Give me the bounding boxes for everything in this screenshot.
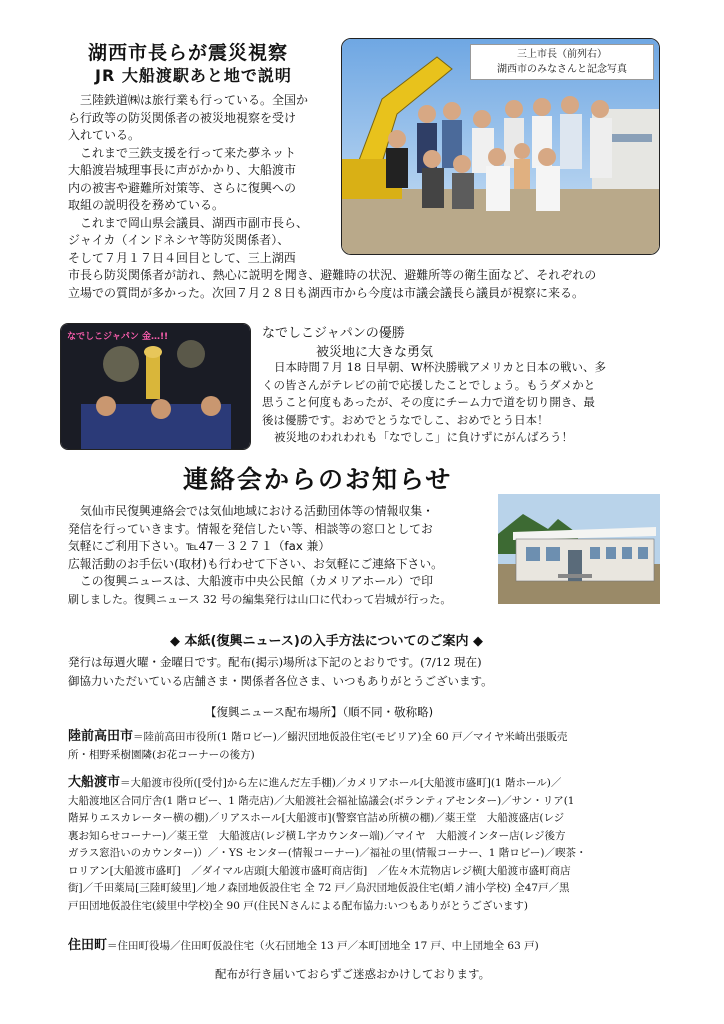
rikuzen-label: 陸前高田市	[68, 729, 134, 744]
dist-line: ロリアン[大船渡市盛町] ／ダイマル店頭[大船渡市盛町商店街] ／佐々木荒物店レジ横[大船渡市盛町商店	[68, 864, 571, 877]
notice-line: 気軽にご利用下さい。℡47－３２７１（fax 兼）	[68, 539, 331, 553]
notice-line: 広報活動のお手伝い(取材)も行わせて下さい、お気軽にご連絡下さい。	[68, 556, 443, 571]
ofunato-label: 大船渡市	[68, 775, 121, 790]
article2-line: くの皆さんがテレビの前で応援したことでしょう。もうダメかと	[262, 377, 596, 392]
article1-line: 市長ら防災関係者が訪れ、熱心に説明を聞き、避難時の状況、避難所等の衛生面など、それぞれの	[68, 268, 597, 282]
article1-line: 大船渡岩城理事長に声がかかり、大船渡市	[68, 163, 297, 177]
article1-line: ジャイカ（インドネシヤ等防災関係者）、	[68, 233, 290, 247]
notice-line: 刷しました。復興ニュース 32 号の編集発行は山口に代わって岩城が行った。	[68, 592, 452, 606]
distribution-ofunato	[68, 774, 668, 915]
article1-line: 三陸鉄道㈱は旅行業も行っている。全国か	[80, 93, 309, 107]
article2-line: 後は優勝です。おめでとうなでしこ、おめでとう日本！	[262, 412, 549, 427]
dist-text: ＝住田町役場／住田町仮設住宅（火石団地全 13 戸／本町団地全 17 戸、中上団地全 63 戸)	[107, 940, 539, 952]
notice-photo	[498, 494, 660, 604]
article1-line: 取組の説明役を務めている。	[68, 198, 225, 212]
article2-body	[262, 359, 672, 447]
notice-title: 連絡会からのお知らせ	[183, 465, 453, 494]
dist-line: 所・相野釆樹園隣(お花コーナーの後方)	[68, 748, 255, 761]
dist-line: 階昇りエスカレーター横の棚)／リアスホール[大船渡市](警察官詰め所横の棚)／薬王堂 大船渡盛店(レジ	[68, 812, 565, 824]
distribution-list-heading: 【復興ニュース配布場所】（順不同・敬称略)	[205, 705, 434, 719]
article1-line: これまで岡山県会議員、湖西市副市長ら、	[80, 215, 309, 230]
howto-heading: ◆ 本紙(復興ニュース)の入手方法についてのご案内 ◆	[170, 634, 484, 649]
dist-text: ＝陸前高田市役所(1 階ロビー)／鰯沢団地仮設住宅(モビリア)全 60 戸／マイヤ米崎出張販売	[133, 731, 568, 743]
article2-line: 日本時間７月 18 日早朝、W杯決勝戦アメリカと日本の戦い、多	[274, 360, 606, 374]
distribution-sumita	[68, 937, 668, 956]
article1-line: 内の被害や避難所対策等、さらに復興への	[68, 180, 297, 195]
article2-line: 思うこと何度もあったが、その度にチーム力で道を切り開き、最	[262, 395, 595, 409]
distribution-rikuzen	[68, 728, 668, 764]
article1-title: 湖西市長らが震災視察	[88, 42, 289, 64]
article1-line: ら行政等の防災関係者の被災地視察を受け	[68, 110, 297, 125]
dist-line: 大船渡地区合同庁舎(1 階ロビー、1 階売店)／大船渡社会福祉協議会(ボランティアセンター)／サン・リア(1	[68, 794, 575, 807]
notice-line: この復興ニュースは、大船渡市中央公民館（カメリアホール）で印	[80, 574, 434, 588]
dist-line	[68, 728, 668, 747]
nadeshiko-photo-image	[61, 324, 250, 449]
article2-title: なでしこジャパンの優勝	[262, 326, 405, 341]
article2-line: 被災地のわれわれも「なでしこ」に負けずにがんばろう！	[274, 430, 573, 444]
distribution-closing: 配布が行き届いておらずご迷惑おかけしております。	[215, 967, 491, 981]
howto-body	[68, 653, 668, 691]
article1-body-full	[68, 267, 668, 302]
dist-line: 街]／千田薬局[三陸町綾里]／地ノ森団地仮設住宅 全 72 戸／鳥沢団地仮設住宅(蛸ノ浦小学校) 全47戸／黒	[68, 882, 570, 894]
dist-line	[68, 774, 668, 793]
dist-line	[68, 937, 668, 956]
article2-subtitle: 被災地に大きな勇気	[316, 345, 434, 360]
article1-line: そして７月１７日４回目として、三上湖西	[68, 250, 296, 265]
dist-text: ＝大船渡市役所([受付]から左に進んだ左手棚)／カメリアホール[大船渡市盛町](1 階ホール)／	[120, 777, 562, 789]
temporary-office-image	[498, 494, 660, 604]
article1-photo-caption	[470, 44, 654, 80]
article1-line: 立場での質問が多かった。次回７月２８日も湖西市から今度は市議会議長ら議員が視察に来る。	[68, 285, 585, 300]
dist-line: ガラス窓沿いのカウンター)）／・YS センター(情報コーナー)／福祉の里(情報コーナー、1 階ロビー)／喫茶・	[68, 847, 587, 859]
caption-line: 三上市長（前列右）	[517, 49, 607, 60]
article2-photo	[60, 323, 251, 450]
notice-line: 発信を行っていきます。情報を発信したい等、相談等の窓口としてお	[68, 521, 433, 536]
howto-line: 発行は毎週火曜・金曜日です。配布(掲示)場所は下記のとおりです。(7/12 現在)	[68, 655, 482, 669]
sumita-label: 住田町	[68, 938, 108, 953]
dist-line: 裏お知らせコーナー)／薬王堂 大船渡店(レジ横Ｌ字カウンター端)／マイヤ 大船渡インター店(レジ後方	[68, 829, 566, 842]
notice-body	[68, 503, 508, 608]
article2-photo-text: なでしこジャパン 金…!!	[67, 332, 169, 342]
howto-line: 御協力いただいている店舗さま・関係者各位さま、いつもありがとうございます。	[68, 674, 493, 688]
notice-line: 気仙市民復興連絡会では気仙地域における活動団体等の情報収集・	[80, 504, 434, 518]
article1-line: 入れている。	[68, 128, 141, 142]
dist-line: 戸田団地仮設住宅(綾里中学校)全 90 戸(住民Ｎさんによる配布協力:いつもありがとうございます)	[68, 899, 528, 912]
caption-line: 湖西市のみなさんと記念写真	[497, 64, 627, 75]
article1-line: これまで三鉄支援を行って来た夢ネット	[80, 145, 297, 160]
article1-subtitle: JR 大船渡駅あと地で説明	[95, 66, 292, 85]
article1-body	[68, 92, 348, 267]
